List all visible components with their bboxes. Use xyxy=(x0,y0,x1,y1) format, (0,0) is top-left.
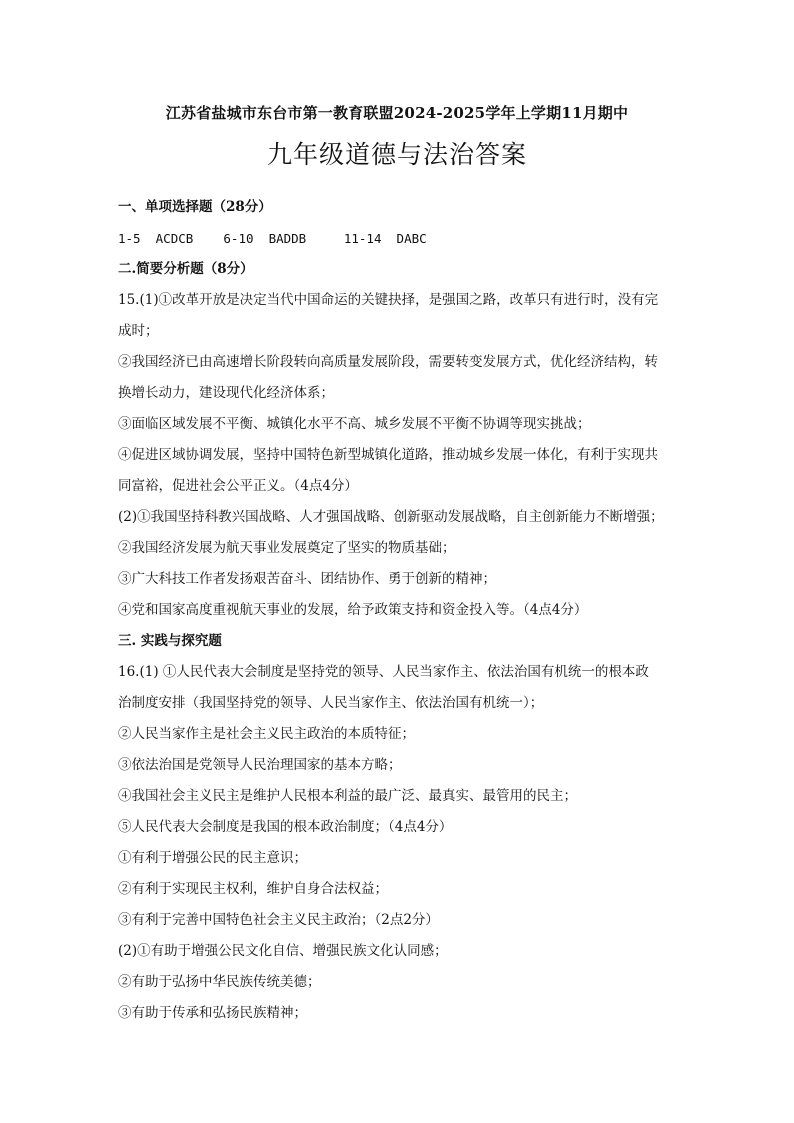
text-line: ①有利于增强公民的民主意识； xyxy=(118,850,307,866)
section1-heading: 一、单项选择题（28分） xyxy=(118,199,272,215)
text-line: ②有助于弘扬中华民族传统美德； xyxy=(118,974,321,990)
text-line: ④党和国家高度重视航天事业的发展，给予政策支持和资金投入等。（4点4分） xyxy=(118,602,588,618)
text-line: ③面临区域发展不平衡、城镇化水平不高、城乡发展不平衡不协调等现实挑战； xyxy=(118,416,591,432)
answer-letters: ACDCB xyxy=(155,231,194,246)
document-subtitle: 江苏省盐城市东台市第一教育联盟2024-2025学年上学期11月期中 xyxy=(165,104,629,122)
section3-heading: 三. 实践与探究题 xyxy=(118,633,222,649)
text-line: ②人民当家作主是社会主义民主政治的本质特征； xyxy=(118,726,415,742)
text-line: ②我国经济已由高速增长阶段转向高质量发展阶段，需要转变发展方式，优化经济结构，转 xyxy=(118,354,658,370)
text-line: ③有助于传承和弘扬民族精神； xyxy=(118,1005,307,1021)
text-line: (2)①我国坚持科教兴国战略、人才强国战略、创新驱动发展战略，自主创新能力不断增强； xyxy=(118,509,664,525)
answer-letters: BADDB xyxy=(268,231,307,246)
text-line: ⑤人民代表大会制度是我国的根本政治制度；（4点4分） xyxy=(118,819,453,835)
answer-letters: DABC xyxy=(396,231,427,246)
answer-range: 11-14 xyxy=(343,231,382,246)
answer-range: 6-10 xyxy=(223,231,254,246)
section2-heading: 二.简要分析题（8分） xyxy=(118,261,254,277)
text-line: ③有利于完善中国特色社会主义民主政治；（2点2分） xyxy=(118,912,439,928)
text-line: 15.(1)①改革开放是决定当代中国命运的关键抉择，是强国之路，改革只有进行时，没有完 xyxy=(118,292,659,308)
text-line: 换增长动力，建设现代化经济体系； xyxy=(118,385,334,401)
document-title: 九年级道德与法治答案 xyxy=(266,140,527,169)
text-line: 16.(1) ①人民代表大会制度是坚持党的领导、人民当家作主、依法治国有机统一的根本政 xyxy=(118,664,649,680)
text-line: 成时； xyxy=(118,323,159,339)
text-line: ④促进区域协调发展，坚持中国特色新型城镇化道路，推动城乡发展一体化，有利于实现共 xyxy=(118,447,658,463)
text-line: (2)①有助于增强公民文化自信、增强民族文化认同感； xyxy=(118,943,448,959)
text-line: ③广大科技工作者发扬艰苦奋斗、团结协作、勇于创新的精神； xyxy=(118,571,496,587)
text-line: ②有利于实现民主权利，维护自身合法权益； xyxy=(118,881,388,897)
text-line: 治制度安排（我国坚持党的领导、人民当家作主、依法治国有机统一）； xyxy=(118,695,544,711)
text-line: ④我国社会主义民主是维护人民根本利益的最广泛、最真实、最管用的民主； xyxy=(118,788,577,804)
text-line: ③依法治国是党领导人民治理国家的基本方略； xyxy=(118,757,402,773)
text-line: 同富裕，促进社会公平正义。（4点4分） xyxy=(118,478,358,494)
text-line: ②我国经济发展为航天事业发展奠定了坚实的物质基础； xyxy=(118,540,456,556)
choice-answers-row xyxy=(118,230,427,248)
answer-range: 1-5 xyxy=(118,231,141,246)
